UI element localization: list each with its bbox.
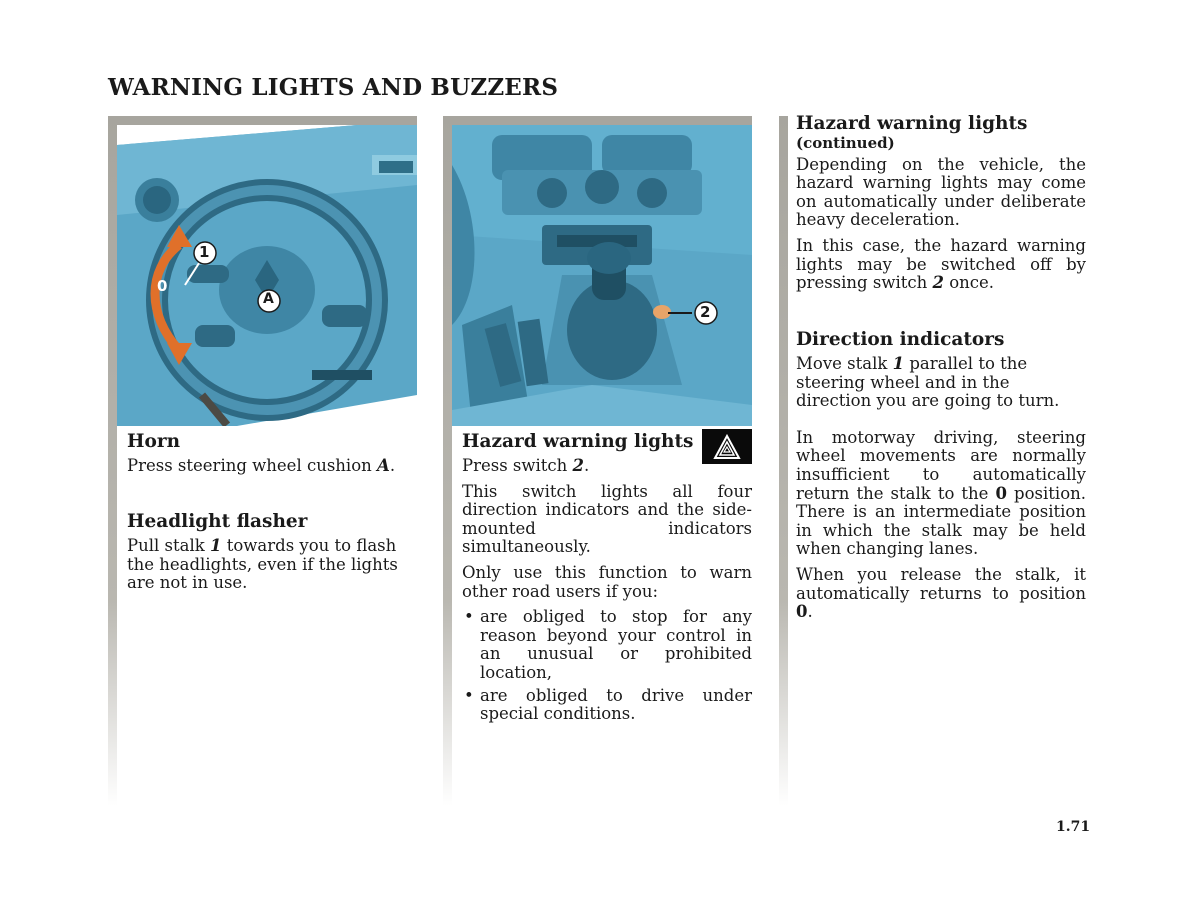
label-position-0: 0 — [796, 602, 808, 622]
horn-heading: Horn — [127, 431, 181, 452]
column-bar-right — [779, 116, 788, 806]
hazard-continued-heading: Hazard warning lights — [796, 113, 1028, 134]
indicators-p3: When you release the stalk, it automatically returns to position 0. — [796, 564, 1086, 622]
hazard-continued-p1: Depending on the vehicle, the hazard warning lights may come on automatically under deliberate heavy deceleration. — [796, 154, 1086, 230]
center-console-illustration — [452, 116, 752, 426]
hazard-section — [462, 431, 752, 728]
hazard-p3: Only use this function to warn other road users if you: — [462, 562, 752, 601]
horn-section — [127, 431, 417, 483]
page-number: 1.71 — [1056, 819, 1091, 835]
hazard-p2: This switch lights all four direction indicators and the side-mounted indicators simultaneously. — [462, 481, 752, 557]
flasher-heading: Headlight flasher — [127, 511, 308, 532]
hazard-bullet-list — [462, 608, 752, 724]
indicators-p2: In motorway driving, steering wheel movements are normally insufficient to automatically return the stalk to the 0 position. There is an intermediate position in which the stalk may be held when changing lanes. — [796, 427, 1087, 559]
indicators-heading: Direction indicators — [796, 329, 1005, 350]
hazard-heading: Hazard warning lights — [462, 431, 694, 452]
hazard-p1: Press switch 2. — [462, 456, 590, 475]
label-a: A — [377, 456, 390, 475]
label-stalk-1: 1 — [209, 536, 222, 555]
column-bar-middle — [443, 116, 452, 806]
hazard-continued-p2: In this case, the hazard warning lights may be switched off by pressing switch 2 once. — [796, 235, 1086, 293]
callout-2: 2 — [700, 303, 711, 321]
list-item: • are obliged to drive under special conditions. — [462, 687, 752, 724]
column-bar-left — [108, 116, 117, 806]
direction-indicators-section — [796, 329, 1086, 629]
headlight-flasher-section — [127, 511, 417, 600]
callout-0: 0 — [157, 277, 168, 295]
horn-text: Press steering wheel cushion A. — [127, 456, 396, 475]
flasher-text: Pull stalk 1 towards you to flash the headlights, even if the lights are not in use. — [127, 536, 398, 593]
label-switch-2: 2 — [932, 273, 944, 293]
steering-wheel-illustration — [117, 116, 417, 426]
label-switch-2: 2 — [572, 456, 585, 475]
hazard-continued-section — [796, 113, 1086, 300]
continued-label: (continued) — [796, 134, 895, 152]
label-stalk-1: 1 — [892, 354, 905, 373]
label-position-0: 0 — [995, 483, 1007, 503]
indicators-p1: Move stalk 1 parallel to the steering wheel and in the direction you are going to turn. — [796, 354, 1060, 411]
callout-1: 1 — [199, 243, 210, 261]
list-item: • are obliged to stop for any reason beyond your control in an unusual or prohibited location, — [462, 608, 752, 682]
page-title: WARNING LIGHTS AND BUZZERS — [108, 74, 559, 101]
callout-a: A — [263, 291, 274, 307]
